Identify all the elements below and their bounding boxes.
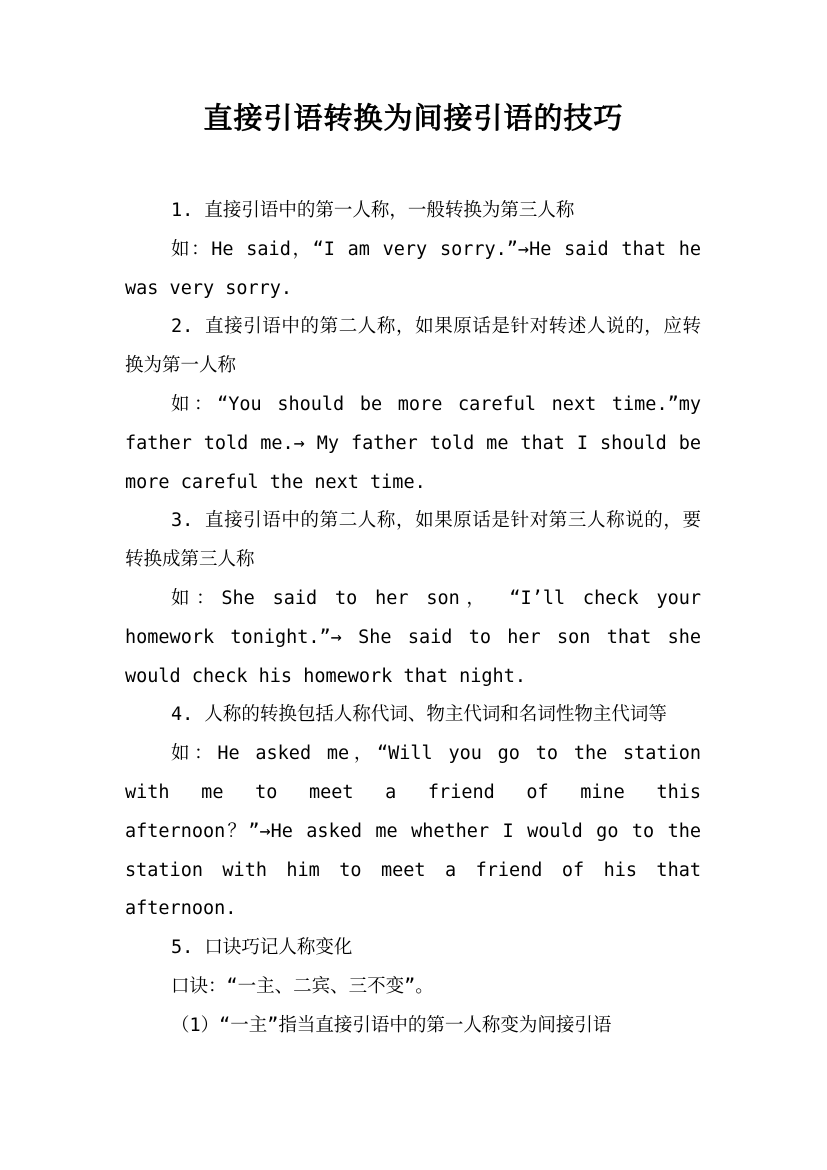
paragraph-mnemonic: 口诀：“一主、二宾、三不变”。 — [171, 975, 434, 997]
paragraph-mnemonic-item-1: （1）“一主”指当直接引语中的第一人称变为间接引语 — [171, 1014, 612, 1036]
paragraph-rule-1: 1. 直接引语中的第一人称，一般转换为第三人称 — [171, 200, 575, 221]
paragraph-example-4: 如：He asked me，“Will you go to the station with me to meet a friend of mine this afternoon？”→He asked me whether I would go to the station with him to meet a friend of his that afternoon. — [125, 743, 701, 920]
paragraph-rule-3: 3. 直接引语中的第二人称，如果原话是针对第三人称说的，要转换成第三人称 — [125, 510, 701, 571]
document-body — [125, 192, 701, 1046]
paragraph-rule-5: 5. 口诀巧记人称变化 — [171, 937, 353, 959]
paragraph-example-2: 如：“You should be more careful next time.”my father told me.→ My father told me that I should be more careful the next time. — [125, 393, 701, 493]
paragraph-example-1: 如：He said，“I am very sorry.”→He said that he was very sorry. — [125, 238, 701, 299]
paragraph-rule-2: 2. 直接引语中的第二人称，如果原话是针对转述人说的，应转换为第一人称 — [125, 316, 701, 377]
paragraph-example-3: 如：She said to her son， “I’ll check your homework tonight.”→ She said to her son that she would check his homework that night. — [125, 587, 701, 687]
paragraph-rule-4: 4. 人称的转换包括人称代词、物主代词和名词性物主代词等 — [171, 704, 667, 726]
document-title: 直接引语转换为间接引语的技巧 — [203, 101, 624, 135]
